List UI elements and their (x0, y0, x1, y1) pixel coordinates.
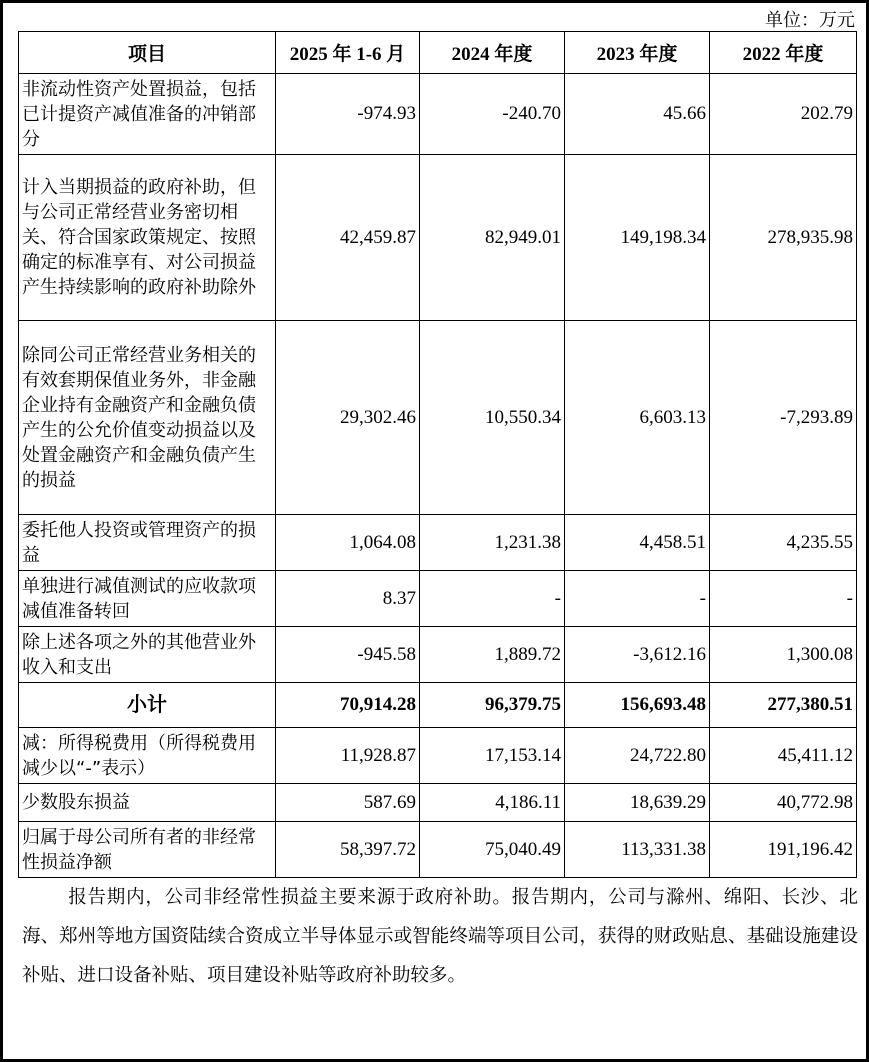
cell-value: 17,153.14 (420, 728, 565, 784)
cell-value: -7,293.89 (710, 321, 857, 515)
body-paragraph: 报告期内，公司非经常性损益主要来源于政府补助。报告期内，公司与滁州、绵阳、长沙、北海、郑州等地方国资陆续合资成立半导体显示或智能终端等项目公司，获得的财政贴息、基础设施建设补贴、进口设备补贴、项目建设补贴等政府补助较多。 (22, 887, 858, 986)
cell-value: 45,411.12 (710, 728, 857, 784)
cell-value: 96,379.75 (420, 683, 565, 728)
row-label: 少数股东损益 (19, 784, 276, 822)
cell-value: - (565, 571, 710, 627)
cell-value: 156,693.48 (565, 683, 710, 728)
cell-value: 4,235.55 (710, 515, 857, 571)
table-row (19, 627, 857, 683)
cell-value: 58,397.72 (276, 822, 420, 878)
table-row (19, 155, 857, 321)
cell-value: 70,914.28 (276, 683, 420, 728)
cell-value: 45.66 (565, 74, 710, 155)
header-2023: 2023 年度 (565, 32, 710, 74)
header-item: 项目 (19, 32, 276, 74)
row-label: 除同公司正常经营业务相关的有效套期保值业务外，非金融企业持有金融资产和金融负债产生的公允价值变动损益以及处置金融资产和金融负债产生的损益 (19, 321, 276, 515)
cell-value: 42,459.87 (276, 155, 420, 321)
cell-value: -3,612.16 (565, 627, 710, 683)
cell-value: - (420, 571, 565, 627)
table-row (19, 822, 857, 878)
cell-value: 6,603.13 (565, 321, 710, 515)
row-label: 小计 (19, 683, 276, 728)
table-row (19, 74, 857, 155)
row-label: 除上述各项之外的其他营业外收入和支出 (19, 627, 276, 683)
header-2022: 2022 年度 (710, 32, 857, 74)
cell-value: - (710, 571, 857, 627)
table-row (19, 321, 857, 515)
header-2024: 2024 年度 (420, 32, 565, 74)
row-label: 归属于母公司所有者的非经常性损益净额 (19, 822, 276, 878)
cell-value: 10,550.34 (420, 321, 565, 515)
row-label: 非流动性资产处置损益，包括已计提资产减值准备的冲销部分 (19, 74, 276, 155)
table-row (19, 784, 857, 822)
cell-value: 1,889.72 (420, 627, 565, 683)
cell-value: 4,458.51 (565, 515, 710, 571)
cell-value: 82,949.01 (420, 155, 565, 321)
row-label: 委托他人投资或管理资产的损益 (19, 515, 276, 571)
cell-value: 1,064.08 (276, 515, 420, 571)
cell-value: 113,331.38 (565, 822, 710, 878)
cell-value: 277,380.51 (710, 683, 857, 728)
cell-value: 191,196.42 (710, 822, 857, 878)
cell-value: 149,198.34 (565, 155, 710, 321)
cell-value: 587.69 (276, 784, 420, 822)
cell-value: 1,231.38 (420, 515, 565, 571)
cell-value: 8.37 (276, 571, 420, 627)
row-label: 单独进行减值测试的应收款项减值准备转回 (19, 571, 276, 627)
cell-value: 11,928.87 (276, 728, 420, 784)
row-label: 减：所得税费用（所得税费用减少以“-”表示） (19, 728, 276, 784)
cell-value: 24,722.80 (565, 728, 710, 784)
cell-value: -240.70 (420, 74, 565, 155)
unit-label: 单位：万元 (765, 10, 855, 30)
table-row (19, 728, 857, 784)
cell-value: 278,935.98 (710, 155, 857, 321)
row-label: 计入当期损益的政府补助，但与公司正常经营业务密切相关、符合国家政策规定、按照确定的标准享有、对公司损益产生持续影响的政府补助除外 (19, 155, 276, 321)
cell-value: 1,300.08 (710, 627, 857, 683)
cell-value: 18,639.29 (565, 784, 710, 822)
table-header-row (19, 32, 857, 74)
header-2025h1: 2025 年 1-6 月 (276, 32, 420, 74)
subtotal-row (19, 683, 857, 728)
cell-value: 29,302.46 (276, 321, 420, 515)
table-row (19, 515, 857, 571)
table-row (19, 571, 857, 627)
cell-value: -974.93 (276, 74, 420, 155)
cell-value: 4,186.11 (420, 784, 565, 822)
cell-value: 202.79 (710, 74, 857, 155)
cell-value: 75,040.49 (420, 822, 565, 878)
non-recurring-gains-table (18, 31, 857, 878)
cell-value: 40,772.98 (710, 784, 857, 822)
cell-value: -945.58 (276, 627, 420, 683)
